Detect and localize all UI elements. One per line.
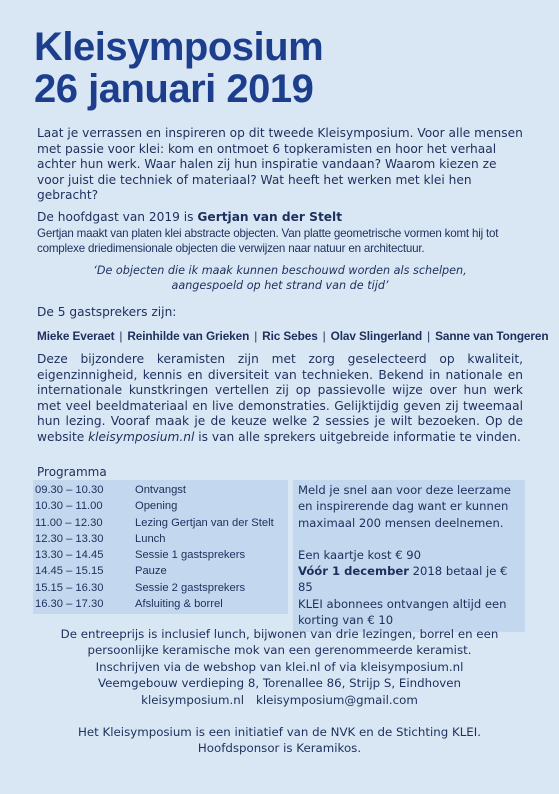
registration-line: maximaal 200 mensen deelnemen. bbox=[298, 515, 504, 530]
program-time: 15.15 – 16.30 bbox=[35, 581, 104, 594]
program-row bbox=[33, 482, 288, 498]
footer-site-link[interactable]: kleisymposium.nl bbox=[141, 692, 244, 707]
program-time: 16.30 – 17.30 bbox=[35, 598, 104, 611]
subscriber-discount: KLEI abonnees ontvangen altijd een bbox=[298, 596, 507, 611]
subscriber-discount-2: korting van € 10 bbox=[298, 613, 394, 628]
guest-section bbox=[37, 210, 523, 257]
footer bbox=[20, 626, 539, 757]
quote-line-2: aangespoeld op het strand van de tijd’ bbox=[171, 279, 389, 292]
footer-email-link[interactable]: kleisymposium@gmail.com bbox=[256, 692, 418, 707]
footer-line: Het Kleisymposium is een initiatief van de NVK en de Stichting KLEI. bbox=[78, 725, 481, 740]
guest-prefix: De hoofdgast van 2019 is bbox=[37, 210, 198, 224]
speaker-name: Mieke Everaet bbox=[37, 329, 115, 343]
quote-line-1: ‘De objecten die ik maak kunnen beschouwd worden als schelpen, bbox=[93, 264, 467, 277]
footer-line: De entreeprijs is inclusief lunch, bijwonen van drie lezingen, borrel en een bbox=[60, 627, 499, 641]
program-row bbox=[33, 580, 288, 596]
program-item: Lezing Gertjan van der Stelt bbox=[135, 516, 274, 529]
program-row bbox=[33, 596, 288, 612]
registration-box bbox=[293, 480, 525, 632]
speaker-name: Olav Slingerland bbox=[330, 329, 423, 343]
selection-paragraph bbox=[37, 352, 523, 446]
program-time: 13.30 – 14.45 bbox=[35, 549, 104, 562]
spacer bbox=[20, 708, 539, 724]
selection-suffix: is van alle sprekers uitgebreide informatie te vinden. bbox=[194, 429, 521, 444]
early-bird-price bbox=[298, 563, 521, 596]
program-item: Lunch bbox=[135, 532, 166, 545]
program-item: Afsluiting & borrel bbox=[135, 598, 223, 611]
program-time: 14.45 – 15.15 bbox=[35, 565, 104, 578]
guest-name: Gertjan van der Stelt bbox=[197, 210, 343, 224]
program-item: Sessie 2 gastsprekers bbox=[135, 581, 246, 594]
early-bird-rest: 2018 betaal je € 85 bbox=[298, 564, 508, 595]
title-line-1: Kleisymposium bbox=[34, 25, 324, 69]
program-title: Programma bbox=[37, 465, 107, 479]
footer-line: Hoofdsponsor is Keramikos. bbox=[197, 741, 362, 756]
program-time: 11.00 – 12.30 bbox=[35, 516, 103, 529]
program-table bbox=[33, 480, 288, 614]
program-item: Sessie 1 gastsprekers bbox=[135, 549, 246, 562]
website-link[interactable]: kleisymposium.nl bbox=[88, 429, 195, 444]
title-line-2: 26 januari 2019 bbox=[34, 67, 314, 111]
program-item: Opening bbox=[135, 500, 178, 513]
ticket-price: Een kaartje kost € 90 bbox=[298, 547, 422, 562]
footer-line: Inschrijven via de webshop van klei.nl of via kleisymposium.nl bbox=[95, 659, 464, 674]
footer-line: persoonlijke keramische mok van een gerenommeerde keramist. bbox=[87, 643, 472, 658]
guest-quote bbox=[37, 263, 523, 293]
speaker-separator: | bbox=[427, 329, 431, 343]
spacer bbox=[298, 531, 521, 547]
speaker-separator: | bbox=[119, 329, 123, 343]
speaker-name: Sanne van Tongeren bbox=[435, 329, 549, 343]
program-item: Ontvangst bbox=[135, 484, 186, 496]
speaker-name: Reinhilde van Grieken bbox=[127, 329, 250, 343]
selection-text: Deze bijzondere keramisten zijn met zorg geselecteerd op kwaliteit, eigenzinnigheid, kennis en diversiteit van technieken. Bekend in nationale en internationale kunstkringen vertellen zij op passievolle wijze over hun werk met veel beeldmateriaal en live demonstraties. Gelijktijdig geven zij tweemaal hun lezing. Vooraf maak je de keuze welke 2 sessies je wilt bezoeken. Op de website bbox=[37, 352, 523, 444]
footer-address: Veemgebouw verdieping 8, Torenallee 86, Strijp S, Eindhoven bbox=[97, 676, 462, 691]
speaker-name: Ric Sebes bbox=[262, 329, 318, 343]
registration-line: Meld je snel aan voor deze leerzame bbox=[298, 483, 511, 497]
speaker-separator: | bbox=[322, 329, 326, 343]
program-time: 12.30 – 13.30 bbox=[35, 532, 104, 545]
program-item: Pauze bbox=[135, 565, 167, 578]
speakers-label: De 5 gastsprekers zijn: bbox=[37, 305, 177, 319]
guest-description: Gertjan maakt van platen klei abstracte objecten. Van platte geometrische vormen komt hij tot complexe driedimensionale objecten die verwijzen naar natuur en architectuur. bbox=[37, 226, 499, 256]
program-row bbox=[33, 515, 288, 531]
speakers-list bbox=[37, 329, 549, 343]
program-row bbox=[33, 563, 288, 579]
early-bird-date: Vóór 1 december bbox=[298, 564, 409, 579]
guest-heading bbox=[37, 210, 523, 226]
speaker-separator: | bbox=[254, 329, 258, 343]
program-row bbox=[33, 498, 288, 514]
registration-line: en inspirerende dag want er kunnen bbox=[298, 499, 509, 514]
program-time: 09.30 – 10.30 bbox=[35, 484, 104, 496]
page-title bbox=[34, 26, 323, 110]
footer-contact bbox=[20, 692, 539, 708]
program-time: 10.30 – 11.00 bbox=[35, 500, 103, 513]
intro-paragraph: Laat je verrassen en inspireren op dit tweede Kleisymposium. Voor alle mensen met passie voor klei: kom en ontmoet 6 topkeramisten en hoor het verhaal achter hun werk. Waar halen zij hun inspiratie vandaan? Waarom kiezen ze voor juist die techniek of materiaal? Wat heeft het werken met klei hen gebracht? bbox=[37, 126, 523, 203]
program-row bbox=[33, 547, 288, 563]
program-row bbox=[33, 531, 288, 547]
